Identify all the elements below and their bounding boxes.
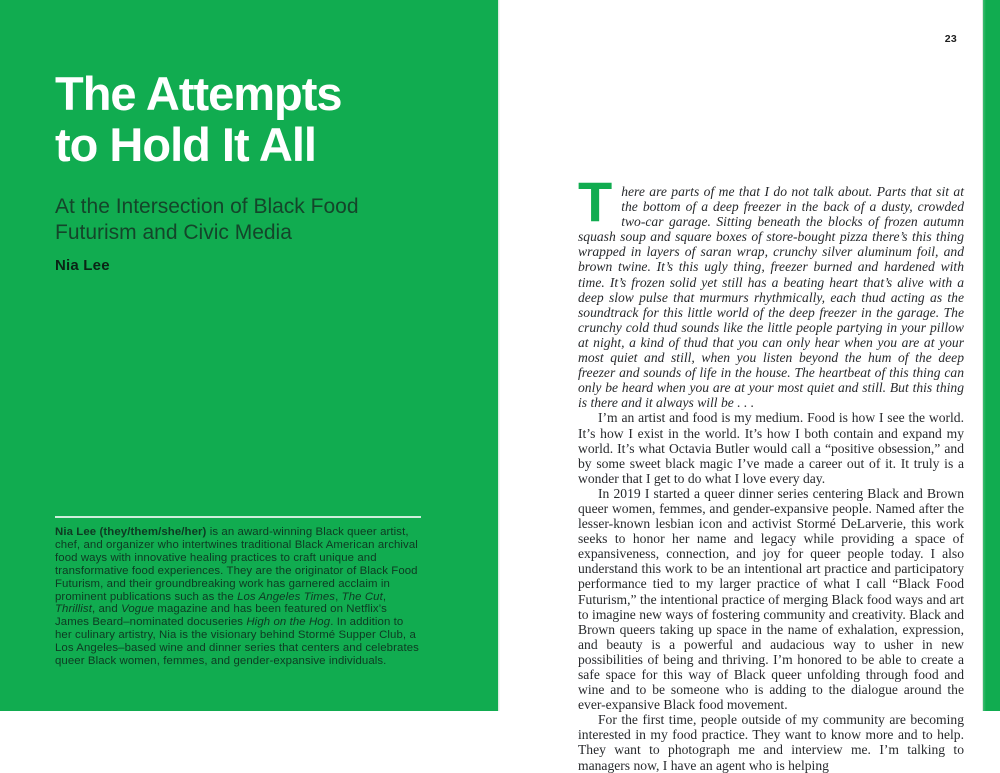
body-text-block [578, 170, 964, 773]
left-page [0, 0, 498, 711]
opening-paragraph [578, 170, 964, 411]
opening-paragraph-text: here are parts of me that I do not talk about. Parts that sit at the bottom of a deep freezer in the back of a dusty, crowded two-car garage. Sitting beneath the blocks of frozen autumn squash soup and square boxes of store-bought pizza there’s this thing wrapped in layers of saran wrap, crunchy silver aluminum foil, and brown twine. It’s this ugly thing, freezer burned and hardened with time. It’s frozen solid yet still has a beating heart that’s alive with a deep slow pulse that murmurs rhythmically, each thud acting as the soundtrack for this little world of the deep freezer in the garage. The crunchy cold thud sounds like the little people partying in your pillow at night, a kind of thud that you can only hear when you are at your most quiet and still, when you listen beyond the hum of the deep freezer and sounds of life in the house. The heartbeat of this thing can only be heard when you are at your most quiet and still. But this thing is there and it always will be . . . [578, 184, 964, 411]
chapter-title-line-2: to Hold It All [55, 118, 316, 171]
drop-cap: T [578, 170, 613, 233]
chapter-subtitle [55, 194, 415, 246]
body-paragraph: In 2019 I started a queer dinner series centering Black and Brown queer women, femmes, and gender-expansive people. Named after the lesser-known lesbian icon and activist Stormé DeLarverie, this work seeks to honor her name and legacy while providing a space of expansiveness, connection, and joy for queer people today. I also understand this work to be an intentional art practice and participatory performance tied to my larger practice of what I call “Black Food Futurism,” the intentional practice of merging Black food ways and art to imagine new ways of fostering community and creativity. Black and Brown queers taking up space in the name of exhalation, expression, and beauty is a powerful and audacious way to usher in new possibilities of being and thriving. I’m honored to be able to create a safe space for this way of Black queer unfolding through food and wine and to be someone who is adding to the dialogue around the ever-expansive Black food movement. [578, 485, 964, 713]
chapter-subtitle-line-2: Futurism and Civic Media [55, 221, 292, 244]
chapter-subtitle-line-1: At the Intersection of Black Food [55, 195, 359, 218]
page-number: 23 [944, 33, 957, 45]
right-page [500, 0, 983, 773]
next-page-edge [982, 0, 1000, 711]
bio-divider-rule [55, 516, 421, 518]
body-paragraph: For the first time, people outside of my community are becoming interested in my food practice. They want to know more and to help. They want to photograph me and interview me. I’m talking to managers now, I have an agent who is helping [578, 712, 964, 773]
author-bio: Nia Lee (they/them/she/her) is an award-winning Black queer artist, chef, and organizer who intertwines traditional Black American archival food ways with innovative healing practices to craft unique and transformative food experiences. They are the originator of Black Food Futurism, and their groundbreaking work has garnered acclaim in prominent publications such as the Los Angeles Times, The Cut, Thrillist, and Vogue magazine and has been featured on Netflix’s James Beard–nominated docuseries High on the Hog. In addition to her culinary artistry, Nia is the visionary behind Stormé Supper Club, a Los Angeles–based wine and dinner series that centers and celebrates queer Black women, femmes, and gender-expansive individuals. [55, 526, 419, 668]
chapter-title-line-1: The Attempts [55, 67, 342, 120]
chapter-title [55, 68, 475, 170]
author-name: Nia Lee [55, 257, 110, 274]
body-paragraph: I’m an artist and food is my medium. Food is how I see the world. It’s how I exist in the world. It’s how I both contain and expand my world. It’s what Octavia Butler would call a “positive obsession,” and by some sweet black magic I’ve made a career out of it. It truly is a wonder that I get to do what I love every day. [578, 410, 964, 486]
